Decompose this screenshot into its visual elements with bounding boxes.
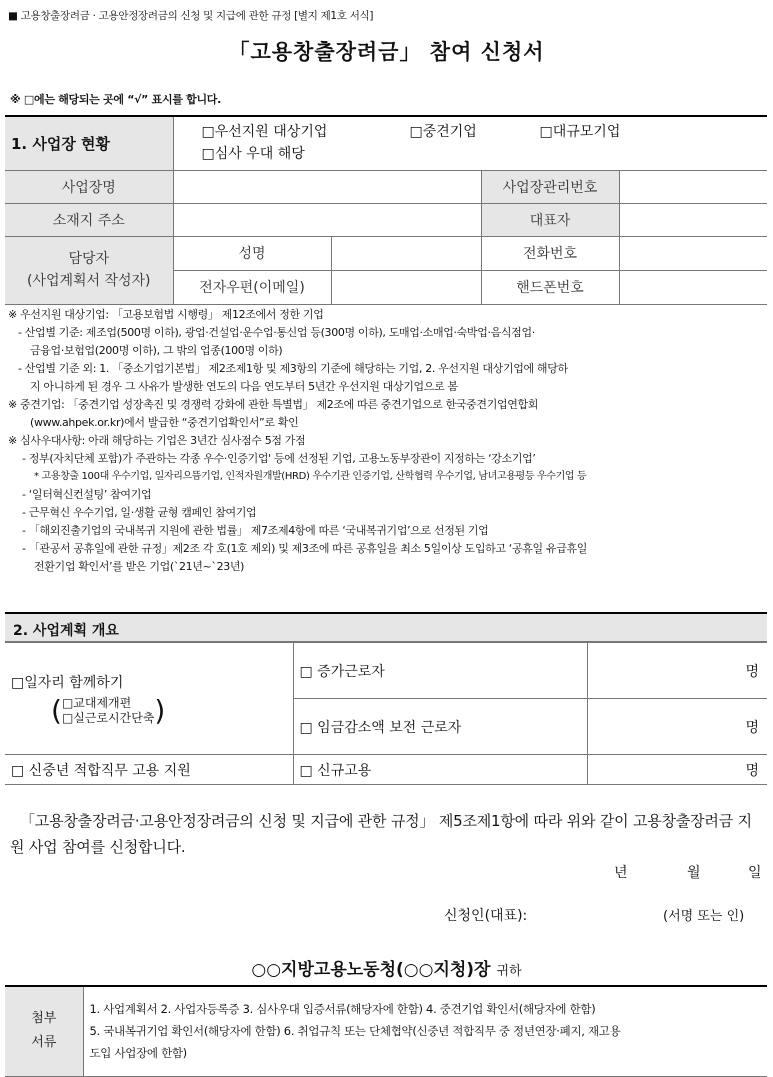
attachment-line: 1. 사업계획서 2. 사업자등록증 3. 심사우대 입증서류(해당자에 한함) 4. 중견기업 확인서(해당자에 한함) [89, 1002, 596, 1017]
note-line: - 「관공서 공휴일에 관한 규정」제2조 각 호(1호 제외) 및 제3조에 따른 공휴일을 최소 5일이상 도입하고 ‘공휴일 유급휴일 [22, 542, 588, 555]
date-year-label: 년 [614, 865, 628, 881]
business-name-field[interactable] [173, 170, 481, 203]
application-statement: 「고용창출장려금·고용안정장려금의 신청 및 지급에 관한 규정」 제5조제1항에 따라 위와 같이 고용창출장려금 지원 사업 참여를 신청합니다. [10, 812, 752, 856]
open-paren-icon: ( [51, 693, 62, 727]
attachments-label-line1: 첨부 [31, 1011, 57, 1027]
business-status-table [5, 115, 767, 305]
attachments-label [5, 986, 83, 1076]
section1-heading: 1. 사업장 현황 [5, 116, 173, 170]
recipient-honorific: 귀하 [496, 964, 522, 979]
business-plan-table [5, 642, 767, 785]
job-sharing-suboptions [51, 693, 287, 727]
note-line: 전환기업 확인서’를 받은 기업(`21년~`23년) [34, 560, 245, 573]
representative-field[interactable] [619, 203, 767, 236]
attachments-label-line2: 서류 [31, 1035, 57, 1051]
date-month-label: 월 [687, 865, 701, 881]
notes-block [8, 306, 766, 576]
job-sharing-checkbox[interactable]: □일자리 함께하기 [11, 674, 124, 691]
recipient-office: ○○지방고용노동청(○○지청)장 [251, 960, 491, 980]
attachment-line: 도입 사업장에 한함) [89, 1046, 187, 1061]
note-line: - 「해외진출기업의 국내복귀 지원에 관한 법률」 제7조제4항에 따른 ‘국내복귀기업’으로 선정된 기업 [22, 524, 489, 537]
note-line: ※ 심사우대사항: 아래 해당하는 기업은 3년간 심사점수 5점 가점 [8, 434, 306, 447]
address-field[interactable] [173, 203, 481, 236]
shift-reform-checkbox[interactable]: □교대제개편 [61, 695, 132, 710]
new-hire-count[interactable]: 명 [587, 755, 767, 785]
check-instruction: ※ □에는 해당되는 곳에 “√” 표시를 합니다. [10, 93, 222, 106]
note-line: ※ 우선지원 대상기업: 「고용보험법 시행령」 제12조에서 정한 기업 [8, 308, 324, 321]
email-label: 전자우편(이메일) [173, 270, 331, 304]
business-number-field[interactable] [619, 170, 767, 203]
contact-label-line1: 담당자 [68, 251, 110, 267]
note-line: - 정부(자치단체 포함)가 주관하는 각종 우수·인증기업' 등에 선정된 기업, 고용노동부장관이 지정하는 ‘강소기업’ [22, 452, 536, 465]
midage-support-checkbox[interactable]: □ 신중년 적합직무 고용 지원 [5, 755, 293, 785]
note-line: - 산업별 기준: 제조업(500명 이하), 광업·건설업·운수업·통신업 등(300명 이하), 도매업·소매업·숙박업·음식점업· [18, 326, 535, 339]
business-number-label: 사업장관리번호 [481, 170, 619, 203]
note-line: * 고용창출 100대 우수기업, 일자리으뜸기업, 인적자원개발(HRD) 우수기관 인증기업, 산학협력 우수기업, 남녀고용평등 우수기업 등 [34, 471, 587, 482]
form-reference-label: ■ 고용창출장려금 · 고용안정장려금의 신청 및 지급에 관한 규정 [별지 제1호 서식] [8, 10, 374, 22]
address-label: 소재지 주소 [5, 203, 173, 236]
attachments-list [83, 986, 767, 1076]
new-hire-checkbox[interactable]: □ 신규고용 [293, 755, 587, 785]
email-field[interactable] [331, 270, 481, 304]
close-paren-icon: ) [154, 693, 166, 727]
contact-label-line2: (사업계획서 작성자) [26, 273, 151, 289]
option-screening-preference[interactable]: □심사 우대 해당 [201, 146, 305, 163]
phone-field[interactable] [619, 236, 767, 270]
note-line: ※ 중견기업: 「중견기업 성장촉진 및 경쟁력 강화에 관한 특별법」 제2조에 따른 중견기업으로 한국중견기업연합회 [8, 398, 539, 411]
phone-label: 전화번호 [481, 236, 619, 270]
option-large[interactable]: □대규모기업 [539, 124, 621, 141]
attachment-line: 5. 국내복귀기업 확인서(해당자에 한함) 6. 취업규칙 또는 단체협약(신중년 적합직무 중 정년연장·폐지, 재고용 [89, 1024, 621, 1039]
mobile-label: 핸드폰번호 [481, 270, 619, 304]
mobile-field[interactable] [619, 270, 767, 304]
date-day-label: 일 [748, 865, 762, 881]
applicant-label: 신청인(대표): [444, 908, 528, 924]
note-line: (www.ahpek.or.kr)에서 발급한 “중견기업확인서”로 확인 [30, 416, 299, 429]
section2-heading: 2. 사업계획 개요 [5, 612, 767, 642]
signature-note: (서명 또는 인) [663, 909, 745, 924]
option-priority-support[interactable]: □우선지원 대상기업 [201, 124, 328, 141]
note-line: 금융업·보험업(200명 이하), 그 밖의 업종(100명 이하) [30, 344, 283, 357]
note-line: - ‘일터혁신컨설팅’ 참여기업 [22, 488, 152, 501]
wage-compensation-count[interactable]: 명 [587, 699, 767, 755]
job-sharing-cell [5, 643, 293, 755]
attachments-table [5, 985, 767, 1077]
note-line: - 산업별 기준 외: 1. 「중소기업기본법」 제2조제1항 및 제3항의 기준에 해당하는 기업, 2. 우선지원 대상기업에 해당하 [18, 362, 568, 375]
hours-reduction-checkbox[interactable]: □실근로시간단축 [61, 710, 155, 725]
note-line: - 근무혁신 우수기업, 일·생활 균형 캠페인 참여기업 [22, 506, 257, 519]
option-midsize[interactable]: □중견기업 [409, 124, 477, 141]
note-line: 지 아니하게 된 경우 그 사유가 발생한 연도의 다음 연도부터 5년간 우선지원 대상기업으로 봄 [30, 380, 458, 393]
increase-workers-count[interactable]: 명 [587, 643, 767, 699]
business-name-label: 사업장명 [5, 170, 173, 203]
name-label: 성명 [173, 236, 331, 270]
contact-person-label [5, 236, 173, 304]
name-field[interactable] [331, 236, 481, 270]
page-title: 「고용창출장려금」 참여 신청서 [228, 40, 545, 64]
wage-compensation-checkbox[interactable]: □ 임금감소액 보전 근로자 [293, 699, 587, 755]
increase-workers-checkbox[interactable]: □ 증가근로자 [293, 643, 587, 699]
recipient-line [0, 955, 773, 980]
representative-label: 대표자 [481, 203, 619, 236]
company-type-options [173, 116, 767, 170]
